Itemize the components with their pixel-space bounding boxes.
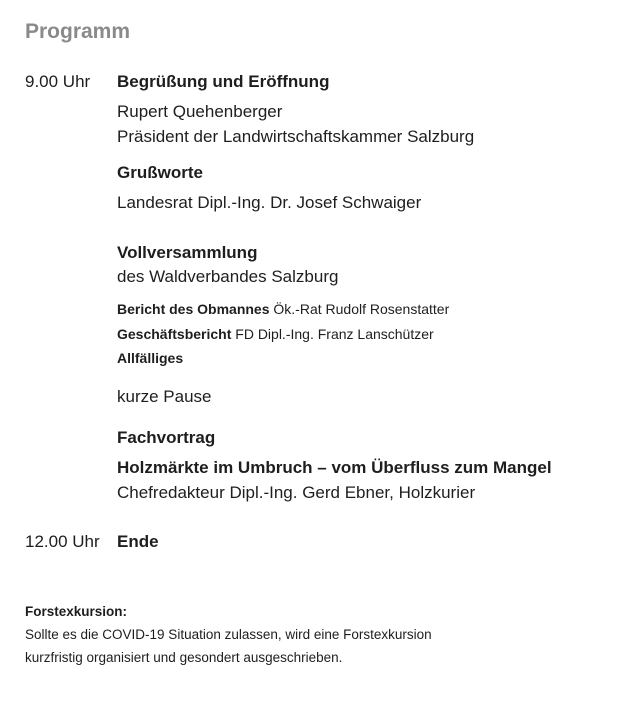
lecture-speaker: Chefredakteur Dipl.-Ing. Gerd Ebner, Holzkurier: [117, 483, 476, 502]
excursion-line-2: kurzfristig organisiert und gesondert ausgeschrieben.: [25, 650, 343, 665]
end-heading: Ende: [117, 532, 159, 551]
assembly-item: [117, 326, 434, 342]
assembly-item-label: Allfälliges: [117, 350, 184, 366]
assembly-item: [117, 350, 183, 366]
assembly-item: [117, 301, 449, 317]
excursion-heading: Forstexkursion:: [25, 604, 128, 619]
excursion-line-1: Sollte es die COVID-19 Situation zulassen, wird eine Forstexkursion: [25, 627, 432, 642]
welcome-speaker-name: Rupert Quehenberger: [117, 102, 283, 121]
pause-text: kurze Pause: [117, 387, 212, 406]
lecture-heading: Fachvortrag: [117, 428, 216, 447]
time-9: 9.00 Uhr: [25, 72, 91, 91]
greetings-heading: Grußworte: [117, 163, 203, 182]
greetings-speaker: Landesrat Dipl.-Ing. Dr. Josef Schwaiger: [117, 193, 422, 212]
assembly-item-text: FD Dipl.-Ing. Franz Lanschützer: [235, 326, 434, 342]
assembly-item-label: Geschäftsbericht: [117, 326, 232, 342]
page-title: Programm: [25, 20, 131, 43]
time-12: 12.00 Uhr: [25, 532, 100, 551]
lecture-title: Holzmärkte im Umbruch – vom Überfluss zum Mangel: [117, 458, 552, 477]
assembly-heading: Vollversammlung: [117, 243, 258, 262]
assembly-item-text: Ök.-Rat Rudolf Rosenstatter: [273, 301, 450, 317]
assembly-subheading: des Waldverbandes Salzburg: [117, 267, 339, 286]
welcome-heading: Begrüßung und Eröffnung: [117, 72, 330, 91]
assembly-item-label: Bericht des Obmannes: [117, 301, 270, 317]
welcome-speaker-role: Präsident der Landwirtschaftskammer Salzburg: [117, 127, 475, 146]
